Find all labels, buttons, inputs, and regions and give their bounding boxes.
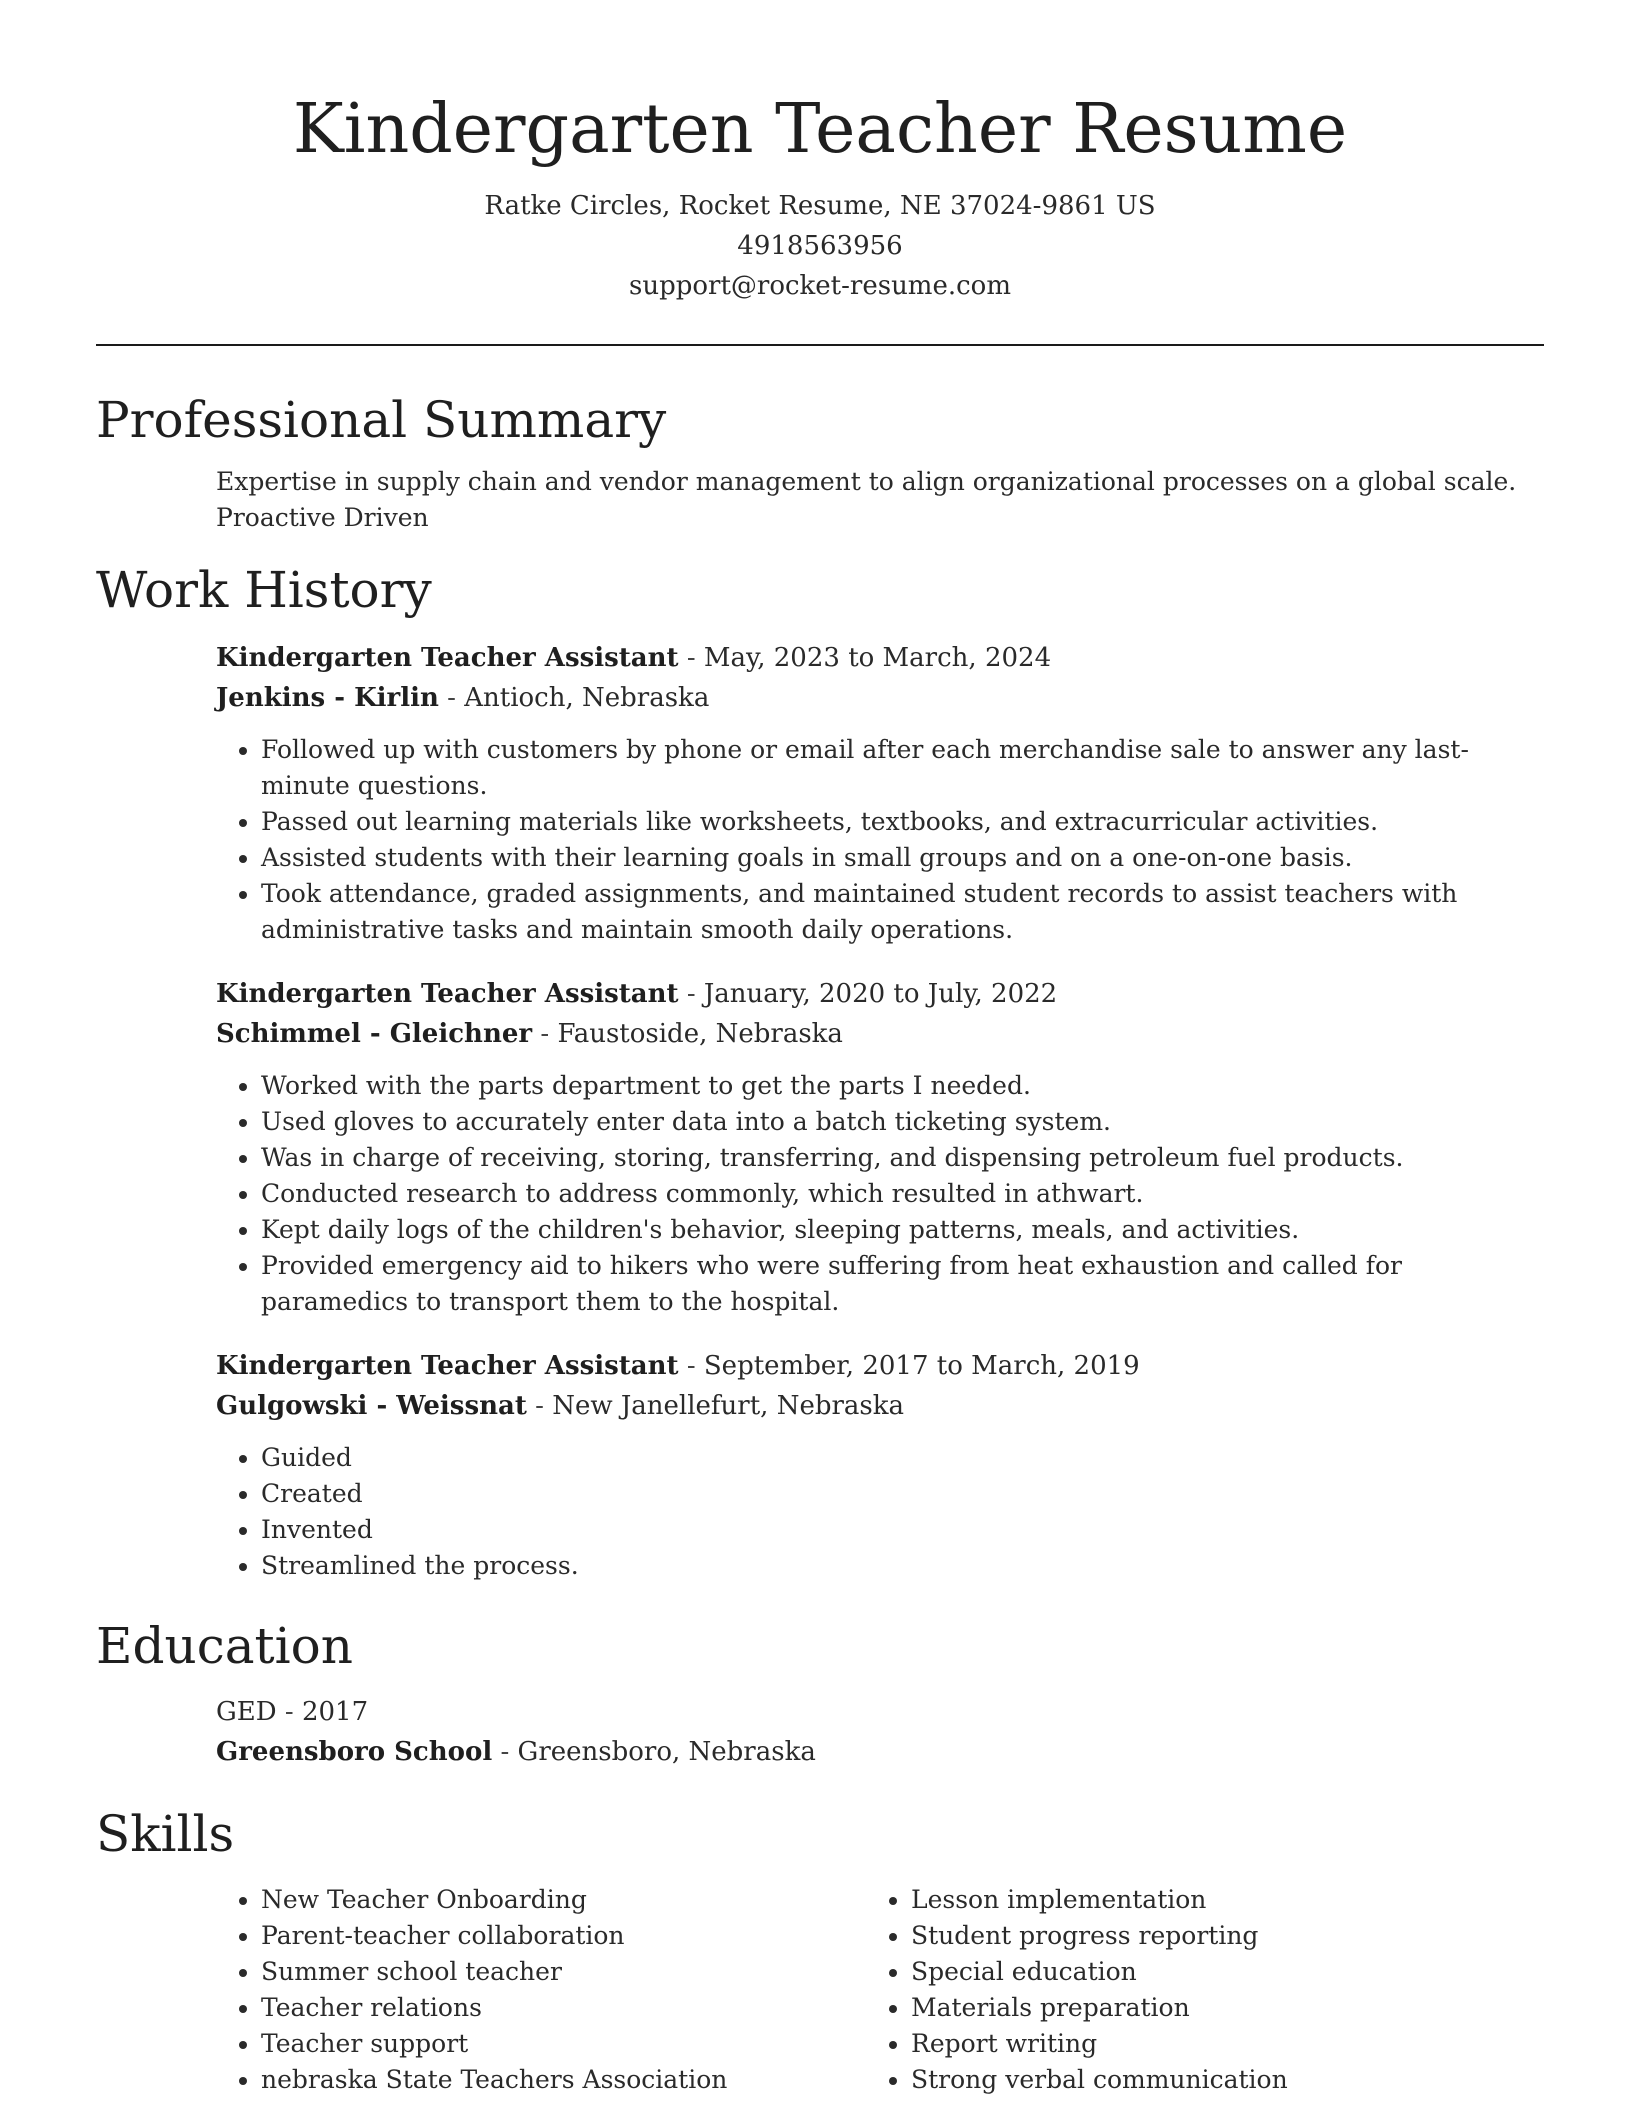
education-degree-line: GED - 2017 xyxy=(216,1697,369,1727)
job-company-line: Gulgowski - Weissnat - New Janellefurt, Nebraska xyxy=(216,1391,904,1421)
contact-email: support@rocket-resume.com xyxy=(628,271,1011,301)
skill-item: • Materials preparation xyxy=(911,1990,1516,2026)
job-dates: May, 2023 to March, 2024 xyxy=(703,643,1052,673)
summary-section xyxy=(96,386,1544,536)
job-title: Kindergarten Teacher Assistant xyxy=(216,643,679,673)
job-bullet: • Invented xyxy=(261,1512,1544,1548)
job-company-line: Schimmel - Gleichner - Faustoside, Nebraska xyxy=(216,1019,843,1049)
education-school: Greensboro School xyxy=(216,1737,493,1767)
education-section xyxy=(96,1612,1544,1772)
education-heading: Education xyxy=(96,1617,353,1675)
skills-column-right xyxy=(866,1882,1516,2098)
job-title-line: Kindergarten Teacher Assistant - September, 2017 to March, 2019 xyxy=(216,1351,1140,1381)
job-company-line: Jenkins - Kirlin - Antioch, Nebraska xyxy=(216,683,710,713)
job-bullet: • Streamlined the process. xyxy=(261,1548,1544,1584)
education-location: Greensboro, Nebraska xyxy=(517,1737,816,1767)
skill-item: • Special education xyxy=(911,1954,1516,1990)
job-bullet: • Assisted students with their learning goals in small groups and on a one-on-one basis. xyxy=(261,840,1544,876)
skill-item: • New Teacher Onboarding xyxy=(261,1882,866,1918)
skills-heading: Skills xyxy=(96,1805,235,1863)
skill-item: • Lesson implementation xyxy=(911,1882,1516,1918)
skills-columns xyxy=(216,1882,1544,2098)
job-bullets xyxy=(216,1440,1544,1584)
job-dates: September, 2017 to March, 2019 xyxy=(703,1351,1140,1381)
skill-item: • Strong verbal communication xyxy=(911,2062,1516,2098)
job-bullets xyxy=(216,1068,1544,1320)
skills-section xyxy=(96,1800,1544,2098)
job-title: Kindergarten Teacher Assistant xyxy=(216,979,679,1009)
work-history-heading: Work History xyxy=(96,561,432,619)
work-history-section xyxy=(96,556,1544,1584)
job-entry xyxy=(216,974,1544,1320)
job-bullet: • Worked with the parts department to get the parts I needed. xyxy=(261,1068,1544,1104)
job-bullet: • Kept daily logs of the children's behavior, sleeping patterns, meals, and activities. xyxy=(261,1212,1544,1248)
job-bullets xyxy=(216,732,1544,948)
job-company: Gulgowski - Weissnat xyxy=(216,1391,527,1421)
job-company: Jenkins - Kirlin xyxy=(216,683,439,713)
job-bullet: • Used gloves to accurately enter data into a batch ticketing system. xyxy=(261,1104,1544,1140)
skills-column-left xyxy=(216,1882,866,2098)
contact-address: Ratke Circles, Rocket Resume, NE 37024-9861 US xyxy=(484,191,1156,221)
skill-item: • Teacher relations xyxy=(261,1990,866,2026)
job-company: Schimmel - Gleichner xyxy=(216,1019,533,1049)
skill-item: • Student progress reporting xyxy=(911,1918,1516,1954)
job-bullet: • Passed out learning materials like worksheets, textbooks, and extracurricular activities. xyxy=(261,804,1544,840)
skill-item: • nebraska State Teachers Association xyxy=(261,2062,866,2098)
job-title-line: Kindergarten Teacher Assistant - January, 2020 to July, 2022 xyxy=(216,979,1058,1009)
job-bullet: • Conducted research to address commonly, which resulted in athwart. xyxy=(261,1176,1544,1212)
contact-phone: 4918563956 xyxy=(737,231,903,261)
job-bullet: • Created xyxy=(261,1476,1544,1512)
summary-line: Proactive Driven xyxy=(216,503,429,532)
job-entry xyxy=(216,1346,1544,1584)
job-location: Faustoside, Nebraska xyxy=(557,1019,843,1049)
education-year: 2017 xyxy=(301,1697,369,1727)
resume-header xyxy=(96,0,1544,306)
skill-item: • Report writing xyxy=(911,2026,1516,2062)
contact-info xyxy=(96,186,1544,306)
skill-item: • Summer school teacher xyxy=(261,1954,866,1990)
education-entry xyxy=(216,1692,1544,1772)
job-bullet: • Provided emergency aid to hikers who were suffering from heat exhaustion and called for paramedics to transport them to the hospital. xyxy=(261,1248,1544,1320)
resume-page xyxy=(96,0,1544,2098)
job-location: New Janellefurt, Nebraska xyxy=(552,1391,904,1421)
job-bullet: • Took attendance, graded assignments, and maintained student records to assist teachers with administrative tasks and maintain smooth daily operations. xyxy=(261,876,1544,948)
job-title-line: Kindergarten Teacher Assistant - May, 2023 to March, 2024 xyxy=(216,643,1052,673)
education-school-line: Greensboro School - Greensboro, Nebraska xyxy=(216,1737,816,1767)
resume-title: Kindergarten Teacher Resume xyxy=(292,90,1348,169)
job-title: Kindergarten Teacher Assistant xyxy=(216,1351,679,1381)
job-location: Antioch, Nebraska xyxy=(464,683,710,713)
skill-item: • Teacher support xyxy=(261,2026,866,2062)
summary-text xyxy=(216,464,1544,536)
job-entry xyxy=(216,638,1544,948)
header-divider xyxy=(96,344,1544,346)
summary-heading: Professional Summary xyxy=(96,391,667,449)
job-dates: January, 2020 to July, 2022 xyxy=(703,979,1058,1009)
job-bullet: • Followed up with customers by phone or email after each merchandise sale to answer any last-minute questions. xyxy=(261,732,1544,804)
summary-line: Expertise in supply chain and vendor management to align organizational processes on a global scale. xyxy=(216,467,1517,496)
skill-item: • Parent-teacher collaboration xyxy=(261,1918,866,1954)
job-bullet: • Guided xyxy=(261,1440,1544,1476)
job-bullet: • Was in charge of receiving, storing, transferring, and dispensing petroleum fuel products. xyxy=(261,1140,1544,1176)
education-degree: GED xyxy=(216,1697,277,1727)
